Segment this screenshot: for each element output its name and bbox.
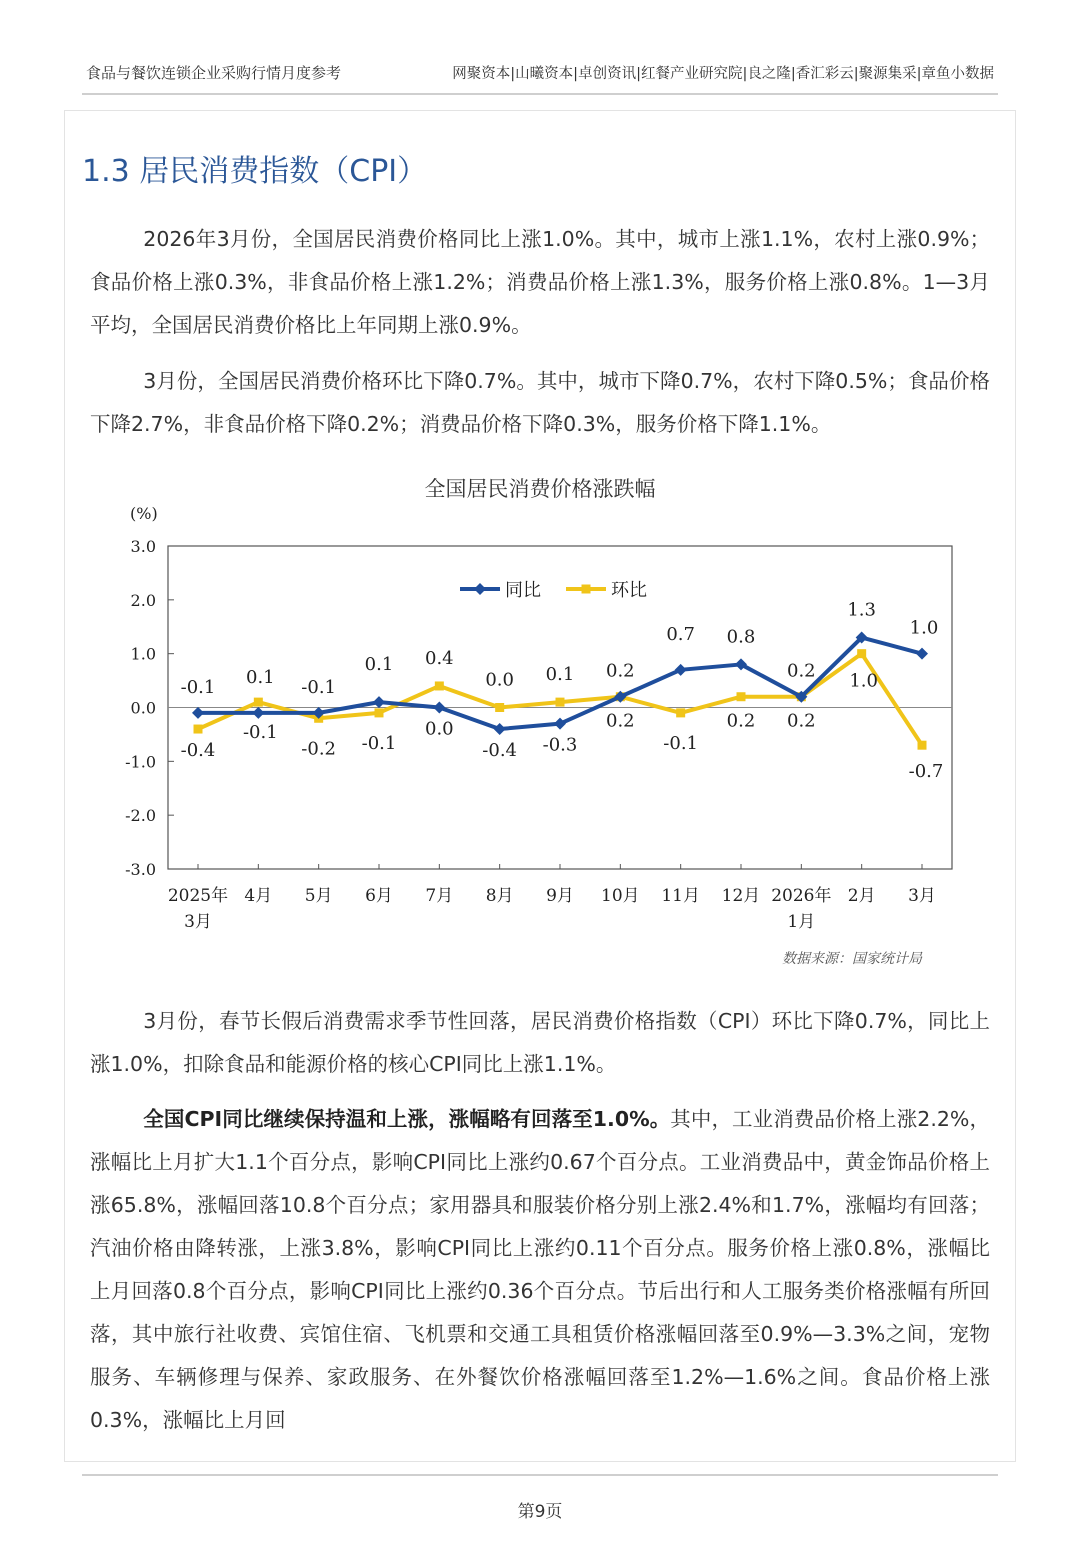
paragraph-summary: 3月份，春节长假后消费需求季节性回落，居民消费价格指数（CPI）环比下降0.7%，同比上涨1.0%，扣除食品和能源价格的核心CPI同比上涨1.1%。: [90, 1009, 990, 1076]
x-axis: [168, 864, 936, 932]
x-tick-label: 1月: [787, 912, 816, 932]
data-label-mom: -0.1: [663, 732, 699, 754]
y-tick-label: 3.0: [130, 537, 156, 556]
x-tick-label: 2月: [847, 886, 876, 906]
data-point-mom: [254, 698, 263, 707]
data-point-yoy: [494, 723, 506, 735]
y-tick-label: 2.0: [130, 590, 156, 610]
legend-swatch-marker: [474, 583, 486, 595]
x-tick-label: 6月: [365, 886, 393, 906]
data-label-yoy: 0.2: [787, 660, 816, 682]
data-label-mom: 0.2: [726, 710, 756, 732]
x-tick-label: 9月: [546, 886, 574, 906]
data-point-yoy: [554, 718, 566, 730]
data-label-yoy: 0.7: [666, 623, 695, 645]
data-label-mom: 0.2: [606, 710, 635, 732]
data-label-yoy: 1.3: [847, 599, 876, 621]
data-label-mom: 0.2: [787, 710, 816, 732]
data-label-yoy: 0.8: [726, 626, 756, 648]
data-point-yoy: [916, 648, 928, 660]
data-label-yoy: 0.1: [364, 654, 394, 676]
x-tick-label: 3月: [184, 912, 212, 932]
x-tick-label: 10月: [601, 886, 640, 906]
section-title: 1.3 居民消费指数（CPI）: [82, 154, 428, 189]
x-tick-label: 5月: [304, 886, 333, 906]
data-source-note: 数据来源：国家统计局: [782, 951, 922, 967]
legend-label: 同比: [505, 580, 541, 601]
data-point-yoy: [433, 702, 445, 714]
x-tick-label: 2026年: [771, 886, 832, 906]
data-label-mom: 0.4: [425, 647, 454, 669]
data-label-mom: -0.4: [180, 740, 216, 762]
data-point-yoy: [373, 696, 385, 708]
y-tick-label: -3.0: [125, 860, 156, 879]
data-point-yoy: [252, 707, 264, 719]
x-tick-label: 11月: [661, 886, 700, 906]
x-tick-label: 12月: [721, 886, 761, 906]
data-point-mom: [857, 649, 866, 658]
paragraph-mom: 3月份，全国居民消费价格环比下降0.7%。其中，城市下降0.7%，农村下降0.5%；食品价格下降2.7%，非食品价格下降0.2%；消费品价格下降0.3%，服务价格下降1.1%。: [90, 369, 990, 436]
x-tick-label: 2025年: [167, 886, 229, 906]
data-label-yoy: -0.4: [482, 740, 518, 762]
data-label-mom: 1.0: [849, 670, 878, 692]
data-label-mom: 0.0: [485, 669, 514, 691]
data-point-mom: [737, 692, 746, 701]
y-tick-label: -2.0: [125, 806, 156, 826]
y-axis-unit: (%): [130, 504, 158, 523]
data-point-mom: [676, 708, 685, 717]
cpi-line-chart: [110, 500, 980, 940]
data-label-yoy: -0.1: [180, 676, 216, 698]
data-point-mom: [194, 725, 203, 734]
y-tick-label: 1.0: [130, 644, 156, 664]
paragraph-analysis-lead: 全国CPI同比继续保持温和上涨，涨幅略有回落至1.0%。: [143, 1107, 671, 1131]
report-title: 食品与餐饮连锁企业采购行情月度参考: [86, 64, 342, 82]
data-label-yoy: 0.1: [246, 666, 275, 688]
data-label-yoy: 0.0: [425, 718, 454, 740]
data-point-mom: [435, 681, 444, 690]
data-label-yoy: 0.2: [606, 660, 635, 682]
paragraph-analysis-body: 其中，工业消费品价格上涨2.2%，涨幅比上月扩大1.1个百分点，影响CPI同比上涨约0.67个百分点。工业消费品中，黄金饰品价格上涨65.8%，涨幅回落10.8个百分点；家用器具和服装价格分别上涨2.4%和1.7%，涨幅均有回落；汽油价格由降转涨，上涨3.8%，影响CPI同比上涨约0.11个百分点。服务价格上涨0.8%，涨幅比上月回落0.8个百分点，影响CPI同比上涨约0.36个百分点。节后出行和人工服务类价格涨幅有所回落，其中旅行社收费、宾馆住宿、飞机票和交通工具租赁价格涨幅回落至0.9%—3.3%之间，宠物服务、车辆修理与保养、家政服务、在外餐饮价格涨幅回落至1.2%—1.6%之间。食品价格上涨0.3%，涨幅比上月回: [90, 1107, 990, 1432]
data-label-mom: -0.1: [361, 732, 397, 754]
x-tick-label: 4月: [244, 886, 273, 906]
x-tick-label: 3月: [908, 886, 936, 906]
series-layer: [181, 600, 944, 783]
x-tick-label: 8月: [485, 886, 514, 906]
publisher-list: 网聚资本|山曦资本|卓创资讯|红餐产业研究院|良之隆|香汇彩云|聚源集采|章鱼小数据: [452, 66, 994, 82]
y-axis: [125, 537, 174, 879]
chart-legend: [460, 580, 647, 601]
data-label-mom: -0.7: [908, 761, 944, 783]
page-number: 第9页: [517, 1502, 563, 1522]
header-divider: [82, 93, 998, 95]
paragraph-yoy: 2026年3月份，全国居民消费价格同比上涨1.0%。其中，城市上涨1.1%，农村上涨0.9%；食品价格上涨0.3%，非食品价格上涨1.2%；消费品价格上涨1.3%，服务价格上涨0.8%。1—3月平均，全国居民消费价格比上年同期上涨0.9%。: [90, 227, 990, 337]
data-label-yoy: -0.3: [542, 734, 578, 756]
x-tick-label: 7月: [425, 886, 454, 906]
data-point-mom: [375, 708, 384, 717]
y-tick-label: -1.0: [125, 752, 156, 772]
data-point-yoy: [192, 707, 204, 719]
data-point-mom: [918, 741, 927, 750]
data-label-mom: -0.1: [242, 722, 278, 744]
data-point-mom: [495, 703, 504, 712]
chart-title: 全国居民消费价格涨跌幅: [424, 477, 656, 501]
data-label-mom: -0.2: [301, 738, 337, 760]
data-point-mom: [556, 698, 565, 707]
data-label-yoy: -0.1: [301, 676, 337, 698]
data-label-yoy: 1.0: [909, 617, 939, 639]
legend-label: 环比: [611, 580, 647, 601]
data-label-mom: 0.1: [545, 664, 575, 686]
footer-divider: [82, 1474, 998, 1476]
paragraph-analysis: [90, 1098, 990, 1442]
data-point-yoy: [675, 664, 687, 676]
y-tick-label: 0.0: [130, 698, 156, 718]
legend-swatch-marker: [582, 585, 591, 594]
